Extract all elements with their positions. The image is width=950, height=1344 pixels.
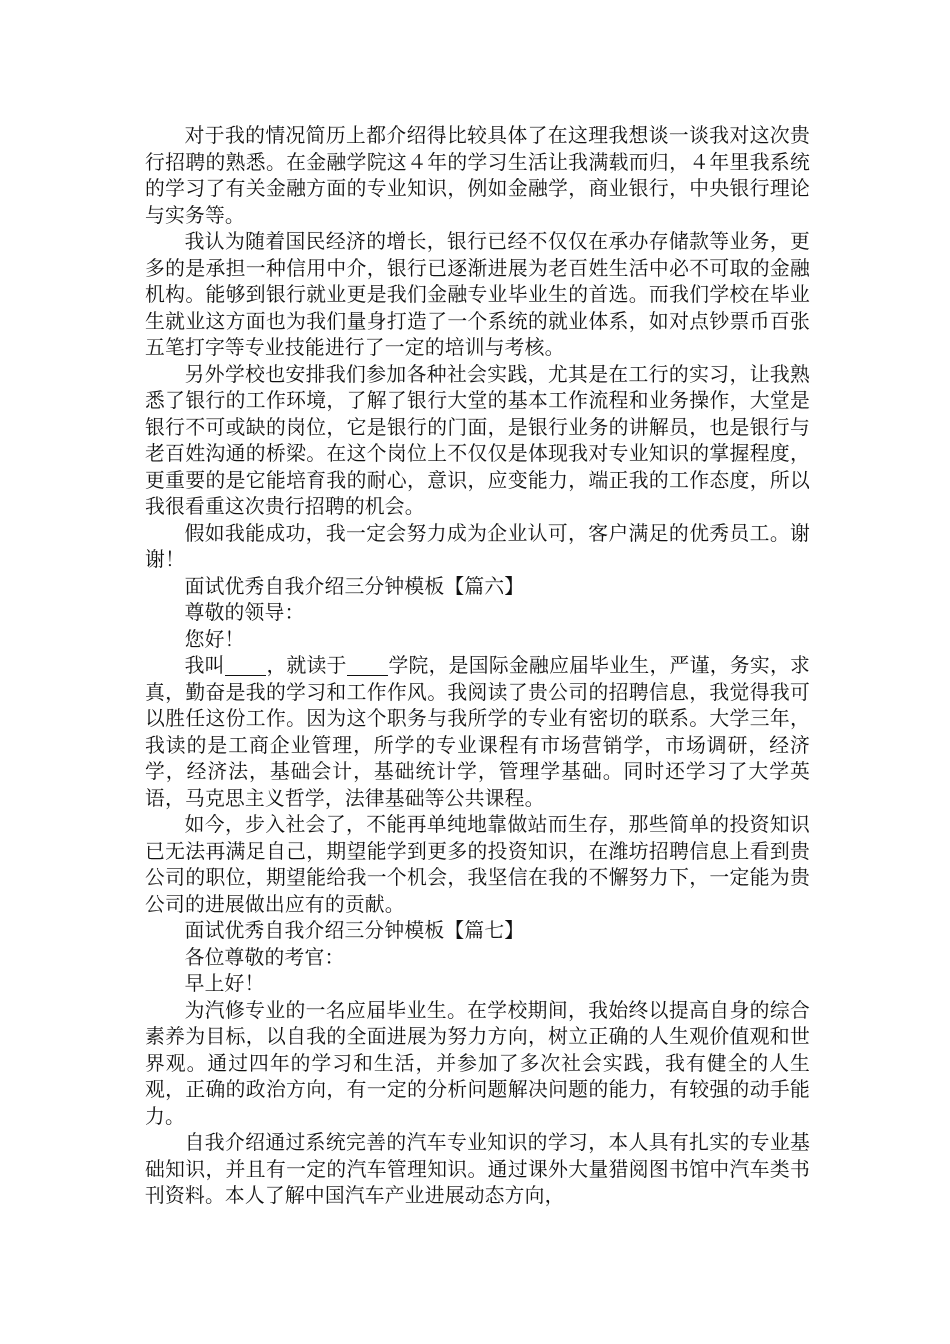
greeting-examiners: 各位尊敬的考官： [184, 945, 345, 969]
paragraph-bank-view: 我认为随着国民经济的增长，银行已经不仅仅在承办存储款等业务，更多的是承担一种信用中介，银行已逐渐进展为老百姓生活中必不可取的金融机构。能够到银行就业更是我们金融专业毕业生的首选。而我们学校在毕业生就业这方面也为我们量身打造了一个系统的就业体系，如对点钞票币百张五笔打字等专业技能进行了一定的培训与考核。 [145, 230, 810, 359]
paragraph-auto-knowledge: 自我介绍通过系统完善的汽车专业知识的学习，本人具有扎实的专业基础知识，并且有一定的汽车管理知识。通过课外大量猎阅图书馆中汽车类书刊资料。本人了解中国汽车产业进展动态方向， [145, 1131, 810, 1207]
greeting-hello: 您好！ [184, 627, 245, 651]
paragraph-auto-graduate: 为汽修专业的一名应届毕业生。在学校期间，我始终以提高自身的综合素养为目标，以自我的全面进展为努力方向，树立正确的人生观价值观和世界观。通过四年的学习和生活，并参加了多次社会实践，我有健全的人生观，正确的政治方向，有一定的分析问题解决问题的能力，有较强的动手能力。 [145, 998, 810, 1128]
paragraph-investment: 如今，步入社会了，不能再单纯地靠做站而生存，那些简单的投资知识已无法再满足自己，期望能学到更多的投资知识，在潍坊招聘信息上看到贵公司的职位，期望能给我一个机会，我坚信在我的不懈努力下，一定能为贵公司的进展做出应有的贡献。 [145, 813, 810, 916]
greeting-morning: 早上好！ [184, 972, 265, 995]
section-heading-seven: 面试优秀自我介绍三分钟模板【篇七】 [184, 919, 525, 942]
document-page [145, 123, 810, 1210]
text-name-prefix: 我叫 [184, 654, 225, 677]
school-blank [347, 654, 389, 676]
greeting-leaders: 尊敬的领导： [184, 601, 305, 624]
text-school-prefix: ，就读于 [266, 654, 347, 677]
section-heading-six: 面试优秀自我介绍三分钟模板【篇六】 [184, 574, 525, 598]
paragraph-self-intro [145, 653, 810, 812]
paragraph-closing: 假如我能成功，我一定会努力成为企业认可，客户满足的优秀员工。谢谢！ [145, 521, 810, 571]
paragraph-bank-study: 对于我的情况简历上都介绍得比较具体了在这理我想谈一谈我对这次贵行招聘的熟悉。在金融学院这４年的学习生活让我满载而归，４年里我系统的学习了有关金融方面的专业知识，例如金融学，商业银行，中央银行理论与实务等。 [145, 124, 810, 227]
paragraph-practice: 另外学校也安排我们参加各种社会实践，尤其是在工行的实习，让我熟悉了银行的工作环境，了解了银行大堂的基本工作流程和业务操作，大堂是银行不可或缺的岗位，它是银行的门面，是银行业务的讲解员，也是银行与老百姓沟通的桥梁。在这个岗位上不仅仅是体现我对专业知识的掌握程度，更重要的是它能培育我的耐心，意识，应变能力，端正我的工作态度，所以我很看重这次贵行招聘的机会。 [145, 362, 810, 518]
name-blank [225, 654, 267, 676]
text-self-intro-body: 学院，是国际金融应届毕业生，严谨，务实，求真，勤奋是我的学习和工作作风。我阅读了贵公司的招聘信息，我觉得我可以胜任这份工作。因为这个职务与我所学的专业有密切的联系。大学三年，我读的是工商企业管理，所学的专业课程有市场营销学，市场调研，经济学，经济法，基础会计，基础统计学，管理学基础。同时还学习了大学英语，马克思主义哲学，法律基础等公共课程。 [145, 654, 811, 810]
